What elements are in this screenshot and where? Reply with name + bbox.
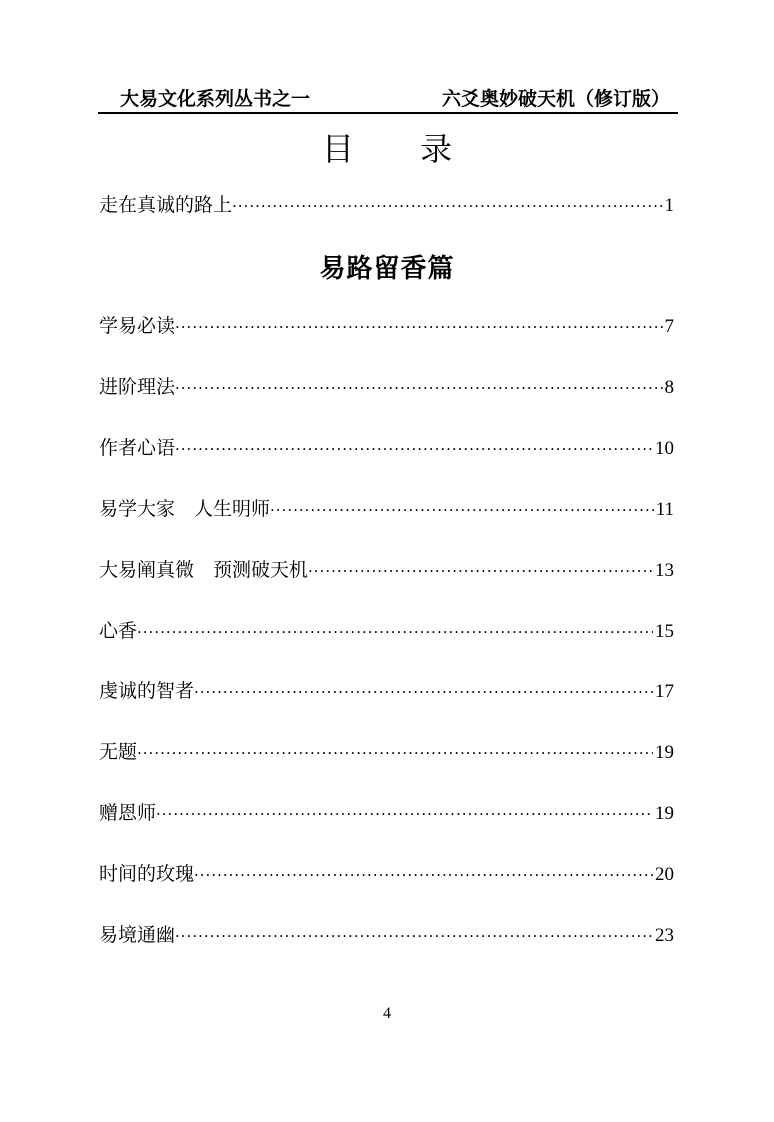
dot-leader xyxy=(175,314,662,340)
dot-leader xyxy=(308,558,653,584)
toc-entry-title: 学易必读 xyxy=(99,315,176,337)
toc-entry[interactable] xyxy=(99,800,674,826)
page-title: 目 录 xyxy=(321,130,481,168)
toc-entry-page: 10 xyxy=(655,438,674,459)
dot-leader xyxy=(232,193,662,219)
toc-entry[interactable] xyxy=(99,374,674,400)
toc-entry-title: 时间的玫瑰 xyxy=(99,863,195,885)
toc-entry-page: 8 xyxy=(664,377,674,398)
toc-entry[interactable] xyxy=(99,618,674,644)
toc-entry-title: 心香 xyxy=(99,620,138,642)
toc-entry-page: 13 xyxy=(655,560,674,581)
section-title: 易路留香篇 xyxy=(319,254,455,284)
toc-entry-title: 易学大家 人生明师 xyxy=(99,498,271,520)
dot-leader xyxy=(156,801,653,827)
series-title: 大易文化系列丛书之一 xyxy=(120,88,311,110)
toc-entry-page: 15 xyxy=(655,621,674,642)
toc-entry-title: 进阶理法 xyxy=(99,376,176,398)
dot-leader xyxy=(175,436,653,462)
dot-leader xyxy=(175,923,653,949)
toc-entry-page: 17 xyxy=(655,681,674,702)
toc-entry[interactable] xyxy=(99,496,674,522)
toc-entry-title: 走在真诚的路上 xyxy=(99,194,233,216)
toc-entry[interactable] xyxy=(99,739,674,765)
page-number: 4 xyxy=(383,1005,391,1022)
dot-leader xyxy=(175,375,662,401)
toc-entry-page: 19 xyxy=(655,742,674,763)
book-title: 六爻奥妙破天机（修订版） xyxy=(441,88,670,110)
toc-entry-page: 11 xyxy=(655,499,674,520)
toc-entry-title: 易境通幽 xyxy=(99,924,176,946)
running-header xyxy=(98,84,678,114)
toc-entry-page: 7 xyxy=(664,316,674,337)
toc-entry-title: 无题 xyxy=(99,741,138,763)
dot-leader xyxy=(194,679,653,705)
toc-entry[interactable] xyxy=(99,557,674,583)
toc-entry-page: 20 xyxy=(655,864,674,885)
dot-leader xyxy=(137,740,653,766)
toc-entry-title: 虔诚的智者 xyxy=(99,680,195,702)
dot-leader xyxy=(194,862,653,888)
toc-entry-title: 大易阐真微 预测破天机 xyxy=(99,559,309,581)
toc-entry-title: 赠恩师 xyxy=(99,802,157,824)
toc-entry[interactable] xyxy=(99,313,674,339)
toc-entry[interactable] xyxy=(99,861,674,887)
toc-entry-page: 23 xyxy=(655,925,674,946)
toc-entry[interactable] xyxy=(99,922,674,948)
dot-leader xyxy=(270,497,654,523)
toc-entry[interactable] xyxy=(99,678,674,704)
dot-leader xyxy=(137,619,653,645)
toc-entry-page: 19 xyxy=(655,803,674,824)
toc-entry-intro[interactable] xyxy=(99,192,674,218)
toc-entry-page: 1 xyxy=(664,195,674,216)
toc-entry[interactable] xyxy=(99,435,674,461)
toc-entry-title: 作者心语 xyxy=(99,437,176,459)
